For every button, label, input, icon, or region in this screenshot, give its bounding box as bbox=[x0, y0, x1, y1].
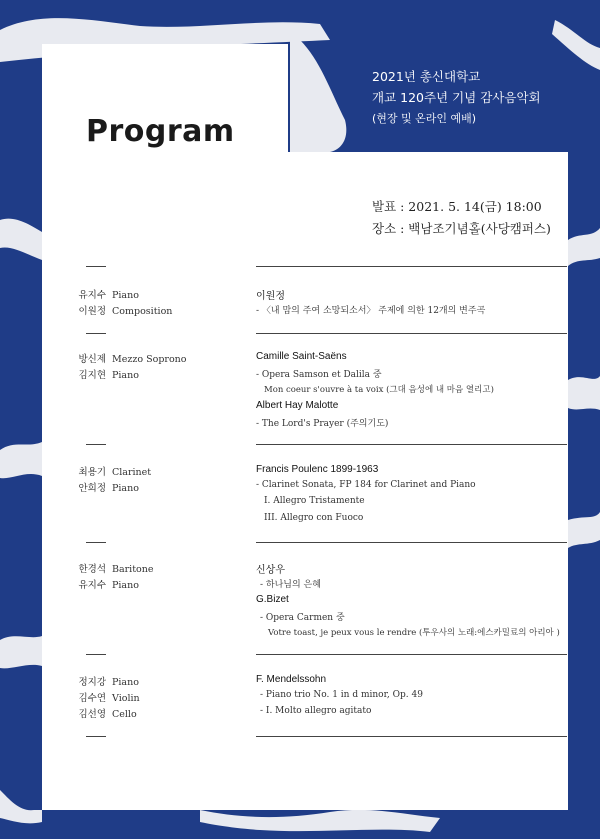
piece-detail: - The Lord's Prayer (주의기도) bbox=[256, 419, 389, 429]
performer bbox=[60, 287, 139, 301]
performer-name: 한경석 bbox=[78, 564, 106, 575]
piece-detail: - Opera Carmen 중 bbox=[260, 613, 345, 623]
piece-composer: G.Bizet bbox=[256, 594, 289, 605]
performer-name: 방신제 bbox=[78, 354, 106, 365]
performer bbox=[60, 303, 172, 317]
event-header bbox=[372, 66, 541, 129]
performer-name: 이원정 bbox=[78, 306, 106, 317]
piece-detail: - I. Molto allegro agitato bbox=[260, 706, 372, 716]
piece-composer: Camille Saint-Saëns bbox=[256, 351, 347, 362]
section-divider-left bbox=[86, 654, 106, 655]
performer bbox=[60, 351, 187, 365]
performer-name: 유지수 bbox=[78, 580, 106, 591]
performer bbox=[60, 706, 137, 720]
performer bbox=[60, 561, 154, 575]
section-divider-right bbox=[256, 654, 567, 655]
performer-instrument: Piano bbox=[112, 483, 139, 494]
performer-name: 김지현 bbox=[78, 370, 106, 381]
piece-composer: F. Mendelssohn bbox=[256, 674, 327, 685]
event-date: 발표 : 2021. 5. 14(금) 18:00 bbox=[372, 199, 542, 214]
performer bbox=[60, 690, 140, 704]
performer-instrument: Piano bbox=[112, 677, 139, 688]
performer bbox=[60, 577, 139, 591]
section-divider-left bbox=[86, 542, 106, 543]
performer-instrument: Violin bbox=[112, 693, 140, 704]
performer-instrument: Composition bbox=[112, 306, 173, 317]
performer bbox=[60, 480, 139, 494]
performer-name: 김선영 bbox=[78, 709, 106, 720]
performer bbox=[60, 464, 151, 478]
performer-instrument: Baritone bbox=[112, 564, 154, 575]
piece-detail: - Piano trio No. 1 in d minor, Op. 49 bbox=[260, 690, 423, 700]
section-divider-right bbox=[256, 444, 567, 445]
performer-name: 정지강 bbox=[78, 677, 106, 688]
performer-instrument: Clarinet bbox=[112, 467, 152, 478]
section-divider-left bbox=[86, 266, 106, 267]
section-divider-right bbox=[256, 736, 567, 737]
piece-composer: Albert Hay Malotte bbox=[256, 400, 339, 411]
performer-name: 유지수 bbox=[78, 290, 106, 301]
section-divider-left bbox=[86, 333, 106, 334]
piece-detail: III. Allegro con Fuoco bbox=[264, 513, 364, 523]
piece-detail: Votre toast, je peux vous le rendre (투우사의 노래:에스카밀료의 아리아 ) bbox=[268, 628, 560, 638]
section-divider-right bbox=[256, 266, 567, 267]
piece-detail: - 하나님의 은혜 bbox=[260, 580, 321, 590]
performer-instrument: Cello bbox=[112, 709, 137, 720]
piece-composer: 이원정 bbox=[256, 291, 285, 302]
section-divider-left bbox=[86, 444, 106, 445]
event-venue: 장소 : 백남조기념홀(사당캠퍼스) bbox=[372, 221, 551, 236]
piece-detail: - Opera Samson et Dalila 중 bbox=[256, 370, 382, 380]
piece-detail: - Clarinet Sonata, FP 184 for Clarinet and Piano bbox=[256, 480, 476, 490]
section-divider-right bbox=[256, 333, 567, 334]
event-info bbox=[372, 196, 551, 240]
piece-composer: 신상우 bbox=[256, 565, 285, 576]
piece-detail: Mon coeur s'ouvre à ta voix (그대 음성에 내 마음 열리고) bbox=[264, 385, 494, 395]
performer-name: 김수연 bbox=[78, 693, 106, 704]
performer-name: 안희정 bbox=[78, 483, 106, 494]
piece-detail: - 〈내 맘의 주여 소망되소서〉 주제에 의한 12개의 변주곡 bbox=[256, 306, 486, 316]
header-line-1: 2021년 총신대학교 bbox=[372, 69, 481, 84]
program-title: Program bbox=[86, 114, 235, 149]
performer bbox=[60, 674, 139, 688]
header-line-2: 개교 120주년 기념 감사음악회 bbox=[372, 90, 541, 105]
piece-composer: Francis Poulenc 1899-1963 bbox=[256, 464, 379, 475]
section-divider-left bbox=[86, 736, 106, 737]
performer-instrument: Piano bbox=[112, 580, 139, 591]
performer-instrument: Mezzo Soprono bbox=[112, 354, 187, 365]
performer bbox=[60, 367, 139, 381]
piece-detail: I. Allegro Tristamente bbox=[264, 496, 365, 506]
header-line-3: (현장 및 온라인 예배) bbox=[372, 112, 477, 125]
performer-name: 최용기 bbox=[78, 467, 106, 478]
performer-instrument: Piano bbox=[112, 290, 139, 301]
section-divider-right bbox=[256, 542, 567, 543]
performer-instrument: Piano bbox=[112, 370, 139, 381]
